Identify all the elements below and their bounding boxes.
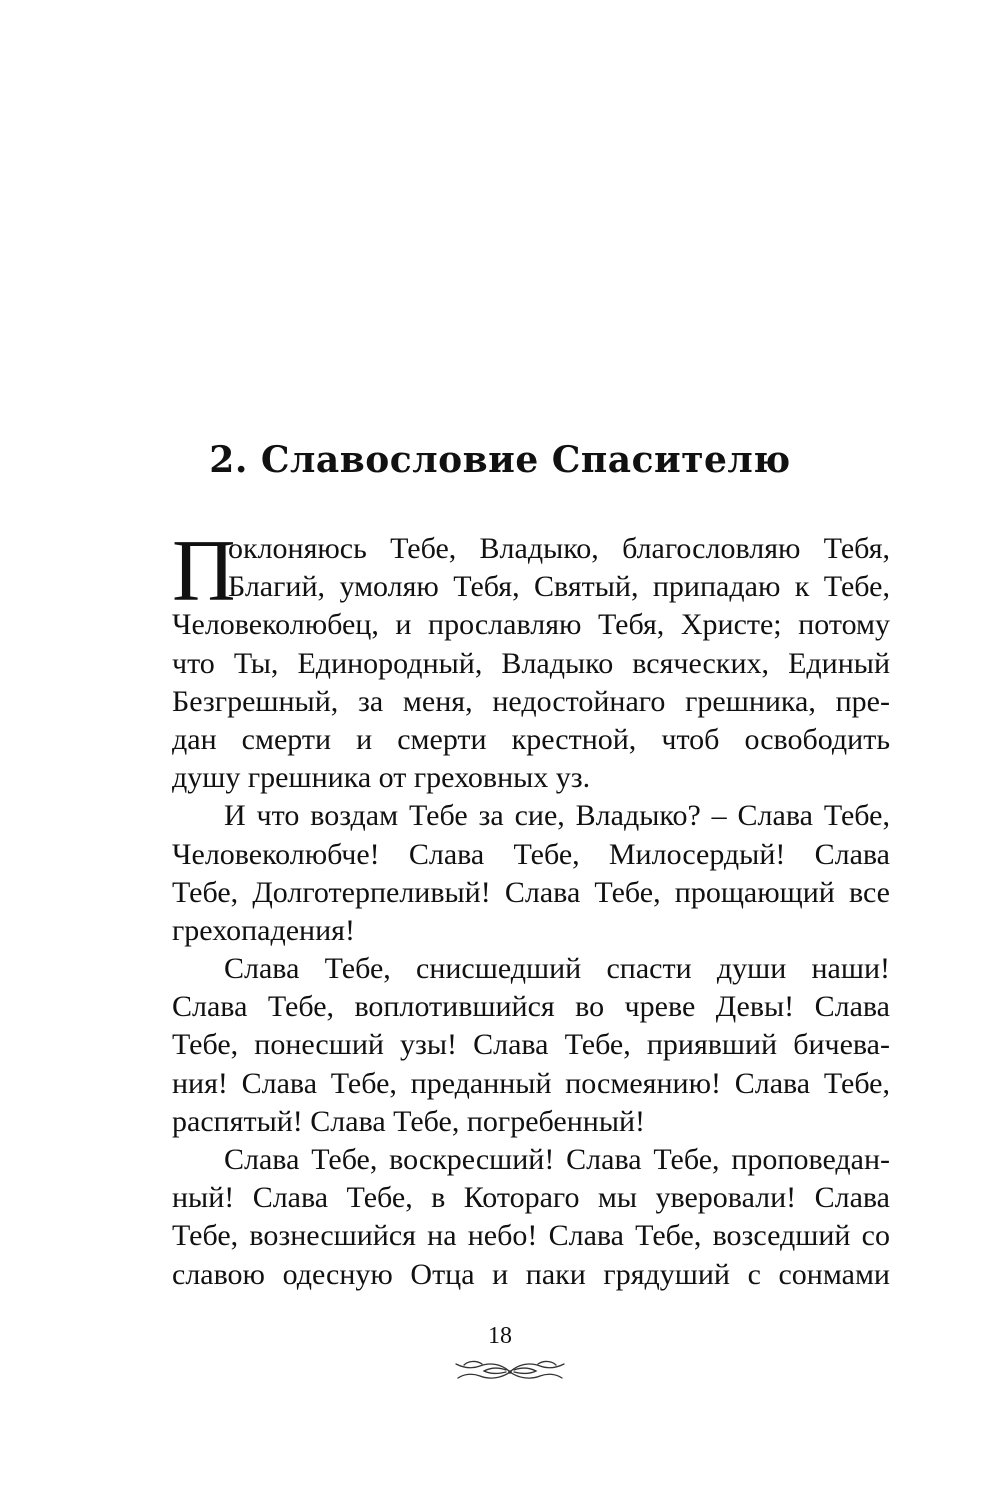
text-line: И что воздам Тебе за сие, Владыко? – Слава Тебе, [224, 799, 890, 833]
text-line: ния! Слава Тебе, преданный посмеянию! Слава Тебе, [172, 1066, 890, 1100]
text-line: Слава Тебе, воплотившийся во чреве Девы! Слава [172, 990, 890, 1024]
text-line: что Ты, Единородный, Владыко всяческих, Единый [172, 646, 890, 680]
text-line: Слава Тебе, воскресший! Слава Тебе, проповедан- [224, 1143, 890, 1176]
text-line: ный! Слава Тебе, в Котораго мы уверовали! Слава [172, 1181, 890, 1215]
text-line: душу грешника от греховных уз. [172, 761, 591, 795]
body-text [172, 523, 890, 1294]
text-line: грехопадения! [172, 913, 355, 947]
text-line: Человеколюбец, и прославляю Тебя, Христе; потому [172, 608, 890, 642]
text-line: дан смерти и смерти крестной, чтоб освободить [172, 722, 890, 756]
page-number: 18 [488, 1323, 512, 1349]
text-line: оклоняюсь Тебе, Владыко, благословляю Тебя, [228, 532, 890, 565]
chapter-title: 2. Славословие Спасителю [209, 439, 791, 481]
text-line: Тебе, Долготерпеливый! Слава Тебе, прощающий все [172, 875, 890, 909]
text-line: славою одесную Отца и паки грядуший с сонмами [172, 1257, 890, 1291]
flourish-ornament-icon [452, 1356, 568, 1384]
text-line: Благий, умоляю Тебя, Святый, припадаю к Тебе, [228, 570, 890, 604]
text-line: Тебе, вознесшийся на небо! Слава Тебе, возседший со [172, 1219, 890, 1253]
text-line: Тебе, понесший узы! Слава Тебе, приявший бичева- [172, 1028, 890, 1062]
text-line: Человеколюбче! Слава Тебе, Милосердый! Слава [172, 837, 890, 871]
drop-cap: П [172, 523, 236, 620]
text-line: Слава Тебе, снисшедший спасти души наши! [224, 952, 890, 986]
text-line: распятый! Слава Тебе, погребенный! [172, 1104, 646, 1138]
text-line: Безгрешный, за меня, недостойнаго грешника, пре- [172, 684, 890, 718]
